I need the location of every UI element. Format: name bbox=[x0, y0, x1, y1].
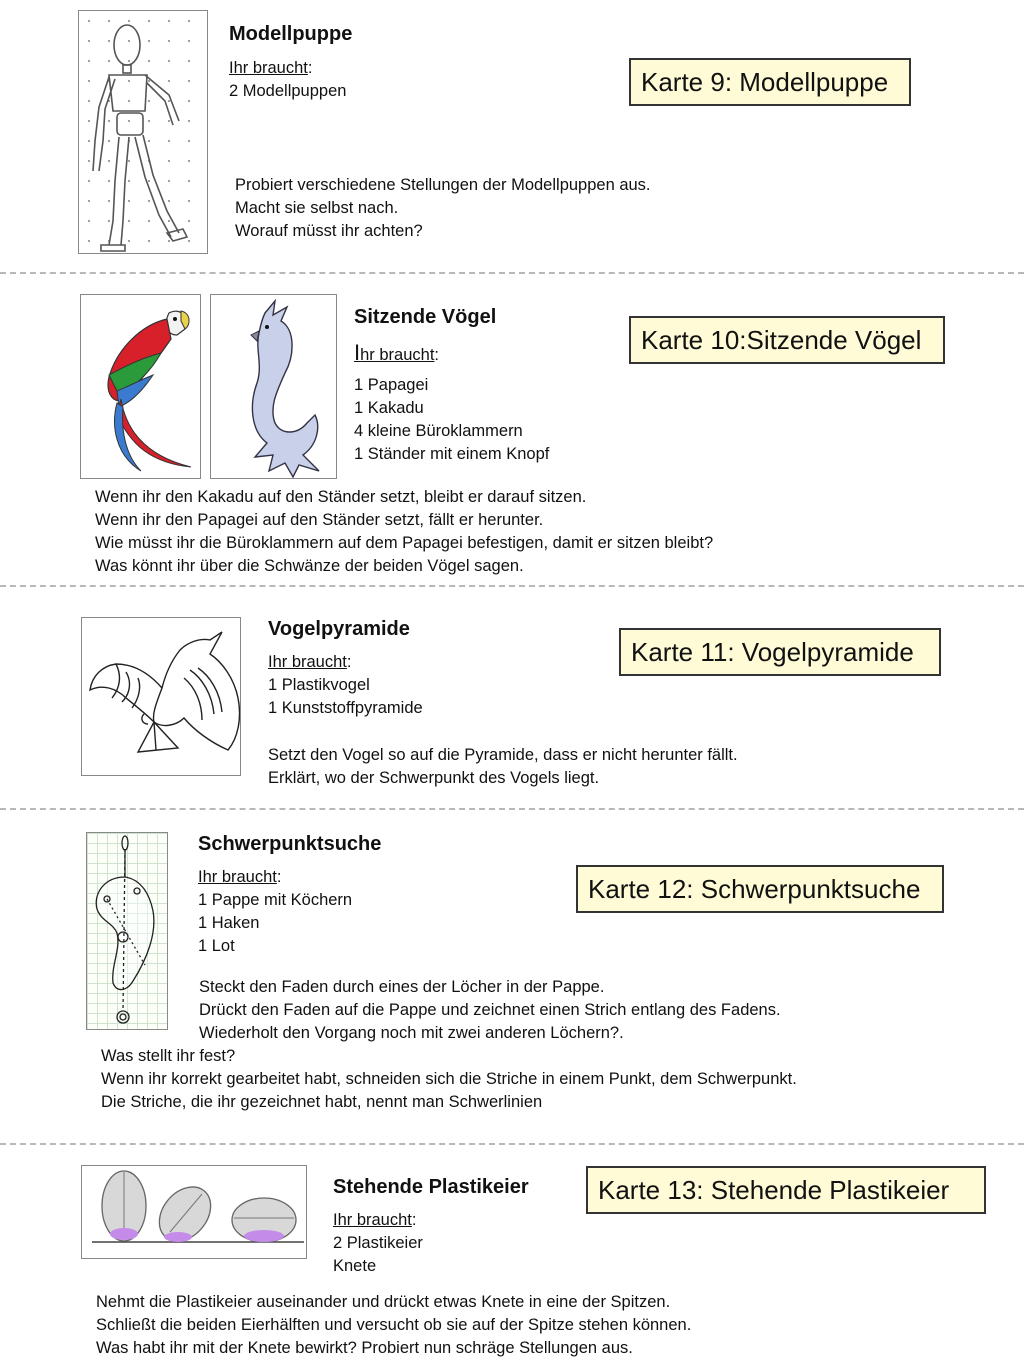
cockatoo-drawing bbox=[211, 295, 337, 479]
plumb-board-drawing bbox=[87, 833, 168, 1030]
list-item: 2 Plastikeier bbox=[333, 1234, 423, 1252]
card-11-label: Karte 11: Vogelpyramide bbox=[619, 628, 941, 676]
card-9-label: Karte 9: Modellpuppe bbox=[629, 58, 911, 106]
conclusion-line: Was stellt ihr fest? bbox=[101, 1047, 236, 1065]
bird-pyramid-illustration bbox=[81, 617, 241, 776]
instruction-line: Drückt den Faden auf die Pappe und zeichnet einen Strich entlang des Fadens. bbox=[199, 1001, 781, 1019]
section9-needs: Ihr braucht: 2 Modellpuppen bbox=[229, 59, 347, 100]
section9-needs-label: Ihr braucht bbox=[229, 59, 308, 77]
list-item: 1 Papagei bbox=[354, 376, 429, 394]
section-separator bbox=[0, 272, 1024, 274]
instruction-line: Wenn ihr den Kakadu auf den Ständer setzt, bleibt er darauf sitzen. bbox=[95, 488, 587, 506]
section13-needs-label: Ihr braucht bbox=[333, 1211, 412, 1229]
instruction-line: Setzt den Vogel so auf die Pyramide, dass er nicht herunter fällt. bbox=[268, 746, 738, 764]
instruction-line: Wie müsst ihr die Büroklammern auf dem Papagei befestigen, damit er sitzen bleibt? bbox=[95, 534, 714, 552]
needs-label-rest: hr braucht bbox=[360, 346, 435, 364]
instruction-line: Was könnt ihr über die Schwänze der beiden Vögel sagen. bbox=[95, 557, 524, 575]
list-item: Knete bbox=[333, 1257, 377, 1275]
list-item: 1 Haken bbox=[198, 914, 260, 932]
center-of-gravity-illustration bbox=[86, 832, 168, 1030]
list-item: 1 Kunststoffpyramide bbox=[268, 699, 423, 717]
section11-needs: Ihr braucht: 1 Plastikvogel 1 Kunststoffpyramide bbox=[268, 651, 423, 720]
list-item: 1 Pappe mit Köchern bbox=[198, 891, 353, 909]
instruction-line: Steckt den Faden durch eines der Löcher in der Pappe. bbox=[199, 978, 605, 996]
list-item: 1 Plastikvogel bbox=[268, 676, 370, 694]
section10-needs: Ihr braucht: bbox=[354, 340, 440, 365]
mannequin-illustration bbox=[78, 10, 208, 254]
plastic-eggs-illustration bbox=[81, 1165, 307, 1259]
card-13-label: Karte 13: Stehende Plastikeier bbox=[586, 1166, 986, 1214]
section12-conclusion bbox=[101, 1045, 797, 1114]
section10-instructions bbox=[95, 486, 713, 578]
conclusion-line: Wenn ihr korrekt gearbeitet habt, schneiden sich die Striche in einem Punkt, dem Schwerpunkt. bbox=[101, 1070, 797, 1088]
section9-instructions bbox=[235, 174, 651, 243]
instruction-line: Erklärt, wo der Schwerpunkt des Vogels liegt. bbox=[268, 769, 600, 787]
section11-title: Vogelpyramide bbox=[268, 618, 410, 640]
needs-label-initial: I bbox=[354, 340, 361, 365]
instruction-line: Schließt die beiden Eierhälften und versucht ob sie auf der Spitze stehen können. bbox=[96, 1316, 692, 1334]
section11-needs-label: Ihr braucht bbox=[268, 653, 347, 671]
section10-title: Sitzende Vögel bbox=[354, 306, 497, 328]
section9-title: Modellpuppe bbox=[229, 23, 353, 45]
list-item: 4 kleine Büroklammern bbox=[354, 422, 523, 440]
bird-drawing bbox=[82, 618, 241, 776]
list-item: 1 Kakadu bbox=[354, 399, 424, 417]
section10-items bbox=[354, 374, 549, 466]
instruction-line: Probiert verschiedene Stellungen der Modellpuppen aus. bbox=[235, 176, 651, 194]
card-12-label: Karte 12: Schwerpunktsuche bbox=[576, 865, 944, 913]
section12-needs: Ihr braucht: 1 Pappe mit Köchern 1 Haken 1 Lot bbox=[198, 866, 352, 958]
section-separator bbox=[0, 808, 1024, 810]
parrot-illustration bbox=[80, 294, 201, 479]
instruction-line: Worauf müsst ihr achten? bbox=[235, 222, 423, 240]
section12-needs-label: Ihr braucht bbox=[198, 868, 277, 886]
section13-instructions bbox=[96, 1291, 691, 1360]
cockatoo-illustration bbox=[210, 294, 337, 479]
mannequin-drawing bbox=[79, 11, 208, 254]
section-separator bbox=[0, 585, 1024, 587]
parrot-drawing bbox=[81, 295, 201, 479]
conclusion-line: Die Striche, die ihr gezeichnet habt, nennt man Schwerlinien bbox=[101, 1093, 543, 1111]
section10-needs-label bbox=[354, 340, 435, 365]
card-10-label: Karte 10:Sitzende Vögel bbox=[629, 316, 945, 364]
section12-instructions bbox=[199, 976, 781, 1045]
section-separator bbox=[0, 1143, 1024, 1145]
section9-item: 2 Modellpuppen bbox=[229, 82, 347, 100]
section13-needs: Ihr braucht: 2 Plastikeier Knete bbox=[333, 1209, 423, 1278]
section11-instructions bbox=[268, 744, 738, 790]
instruction-line: Wiederholt den Vorgang noch mit zwei anderen Löchern?. bbox=[199, 1024, 624, 1042]
instruction-line: Nehmt die Plastikeier auseinander und drückt etwas Knete in eine der Spitzen. bbox=[96, 1293, 671, 1311]
instruction-line: Wenn ihr den Papagei auf den Ständer setzt, fällt er herunter. bbox=[95, 511, 544, 529]
section12-title: Schwerpunktsuche bbox=[198, 833, 382, 855]
list-item: 1 Ständer mit einem Knopf bbox=[354, 445, 550, 463]
eggs-drawing bbox=[82, 1166, 307, 1259]
instruction-line: Was habt ihr mit der Knete bewirkt? Probiert nun schräge Stellungen aus. bbox=[96, 1339, 633, 1357]
instruction-line: Macht sie selbst nach. bbox=[235, 199, 399, 217]
list-item: 1 Lot bbox=[198, 937, 235, 955]
section13-title: Stehende Plastikeier bbox=[333, 1176, 529, 1198]
